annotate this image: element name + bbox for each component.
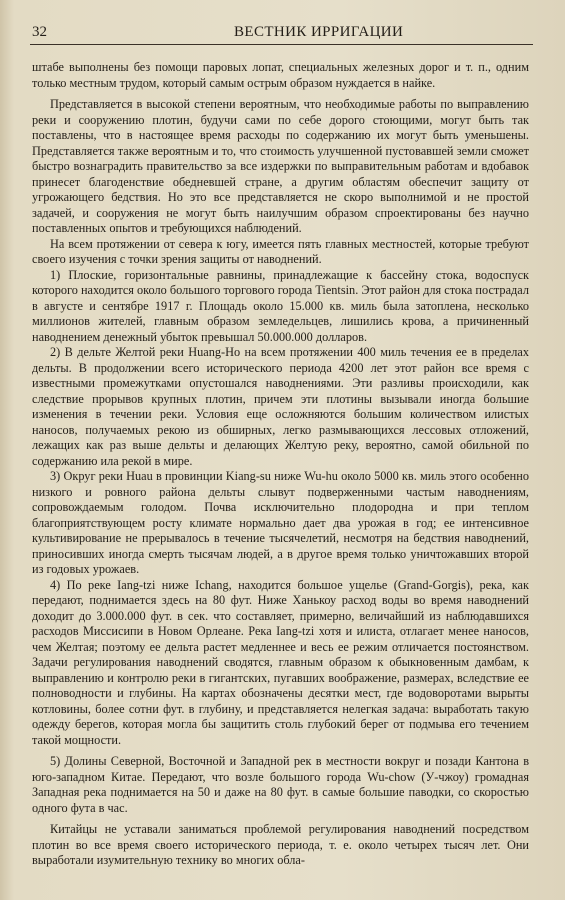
paragraph: Представляется в высокой степени вероятным, что необходимые работы по выправлению реки и сооружению плотин, будучи сами по себе дорого стоющими, могут быть так поставлены, что в настоящее время расходы по содержанию их могут быть уменьшены. Представляется также вероятным и то, что стоимость улучшенной пустовавшей земли сможет быстро вознаградить правительство за все издержки по выправительным работам и вдобавок принесет благоденствие обедневшей стране, а другим областям обеспечит защиту от угрожающего бедствия. Но это все представляется не скоро выполнимой и не простой задачей, и сооружения не могут быть наилучшим образом спроектированы без научно поставленных опытов и требующихся наблюдений. xyxy=(32,97,529,235)
paragraph: Китайцы не уставали заниматься проблемой регулирования наводнений посредством плотин во все время своего исторического периода, т. е. около четырех тысяч лет. Они выработали изумительную технику во многих обла- xyxy=(32,822,529,867)
list-item-4: 4) По реке Iang-tzi ниже Ichang, находится большое ущелье (Grand-Gorgis), река, как передают, поднимается здесь на 80 фут. Ниже Ханькоу расход воды во время наводнений доходит до 3.000.000 фут. в сек. что составляет, примерно, величайший из наблюдавшихся расходов Миссисипи в Новом Орлеане. Река Iang-tzi хотя и илиста, отлагает менее наносов, чем Желтая; поэтому ее дельта растет медленнее и весь ее режим отличается постоянством. Задачи регулирования наводнений сводятся, главным образом к обыкновенным дамбам, к выправлению и контролю реки в гигантских, пугавших воображение, размерах, вследствие ее полноводности и глубины. На картах обозначены десятки мест, где водоворотами вырыты котловины, более сотни фут. в глубину, и представляется нелегкая задача: выработать такую одежду берегов, которая могла бы защитить столь глубокий берег от подмыва его течением такой мощности. xyxy=(32,577,529,747)
journal-title: ВЕСТНИК ИРРИГАЦИИ xyxy=(234,24,404,40)
page-number: 32 xyxy=(32,24,47,40)
list-item-5: 5) Долины Северной, Восточной и Западной рек в местности вокруг и позади Кантона в юго-западном Китае. Передают, что возле большого города Wu-chow (У-чжоу) громадная Западная река поднимается на 50 и даже на 80 фут. в самые большие паводки, со скоростью одного фута в час. xyxy=(32,754,529,815)
list-item-1: 1) Плоские, горизонтальные равнины, принадлежащие к бассейну стока, водоспуск которого находится около большого торгового города Tientsin. Этот район для стока пострадал в августе и сентябре 1917 г. Площадь около 15.000 кв. миль была затоплена, несколько миллионов жителей, главным образом земледельцев, лишились крова, а причиненный наводнением денежный убыток превышал 50.000.000 долларов. xyxy=(32,267,529,344)
header-rule xyxy=(30,44,533,45)
article-body xyxy=(32,60,529,869)
paragraph-continuation: штабе выполнены без помощи паровых лопат, специальных железных дорог и т. п., одним только местным трудом, который самым острым образом нуждается в найке. xyxy=(32,60,529,90)
list-item-2: 2) В дельте Желтой реки Huang-Ho на всем протяжении 400 миль течения ее в пределах дельты. В продолжении всего исторического периода 4200 лет этот район все время с известными промежутками опустошался наводнениями. Эти разливы происходили, как следствие прорывов крупных плотин, причем эти плотины вызывали иногда большие изменения в течении реки. Условия еще осложняются большим количеством илистых наносов, получаемых рекою из обширных, легко размывающихся лессовых отложений, лежащих как раз выше дельты и делающих Желтую реку, вероятно, самой обильной по содержанию ила рекой в мире. xyxy=(32,345,529,468)
paragraph: На всем протяжении от севера к югу, имеется пять главных местностей, которые требуют своего изучения с точки зрения защиты от наводнений. xyxy=(32,236,529,266)
running-head xyxy=(32,22,531,42)
list-item-3: 3) Округ реки Huau в провинции Kiang-su ниже Wu-hu около 5000 кв. миль этого особенно низкого и ровного района дельты слывут подверженными частым наводнениям, сопровождаемым голодом. Почва исключительно плодородна и при теплом благоприятствующем росту климате нормально дает два урожая в год; ее интенсивное культивирование не прерывалось в течение тысячелетий, несмотря на бедствия наводнений, приносивших иногда смерть тысячам людей, а в другое время только уничтожавших второй из годовых урожаев. xyxy=(32,469,529,576)
